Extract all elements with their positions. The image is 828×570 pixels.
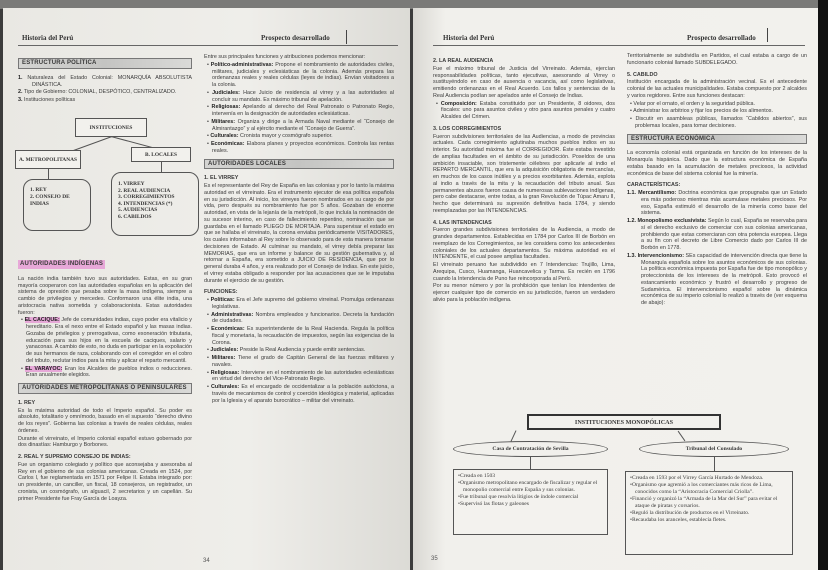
bullet-item	[204, 119, 394, 133]
bullet-item	[204, 141, 394, 155]
bullet-text: Nombra empleados y funcionarios. Decreta la fundación de ciudades.	[212, 311, 394, 325]
bullet-label: Religiosas:	[211, 104, 241, 111]
connector	[48, 169, 49, 179]
item-text: Instituciones políticas	[24, 97, 76, 103]
bullet-label: Composición:	[440, 100, 477, 107]
paragraph: Es la máxima autoridad de todo el Imperio español. Su poder es absoluto, totalitario y omnímodo, basado en el supuesto “derecho divino de los reyes”. Gobierna las colonias a través de reales cédulas, reales órdenes.	[18, 407, 192, 434]
subsection-title: 2. LA REAL AUDIENCIA	[433, 58, 494, 64]
subsection-title: 4. LAS INTENDENCIAS	[433, 219, 492, 226]
bullet-label: Militares:	[211, 118, 236, 125]
list-item: • Fue tribunal que resolvía litigios de índole comercial	[458, 494, 603, 501]
paragraph: Institución encargada de la administración vecinal. Es el antecedente colonial de las actuales municipalidades. Estaba compuesto por 2 alcaldes y varios regidores. Entre sus funciones destacan:	[627, 79, 807, 99]
paragraph: Por su menor número y por la prohibición que tenían los intendentes de ejercer cualquier tipo de comercio en su jurisdicción, fueron un verdadero alivio para la población indígena.	[433, 283, 615, 303]
bullet-text: Elabora planes y proyectos económicos. Controla las rentas reales.	[212, 141, 394, 154]
bullet-item	[204, 370, 394, 384]
bullet-label: Judiciales:	[212, 89, 240, 96]
left-page-right-column	[204, 54, 394, 405]
item-number: 1.1.	[627, 190, 636, 196]
bullet-text: Jefe de comunidades indias, cuyo poder era vitalicio y hereditario. Era el nexo entre el Estado español y las masas indias. Gozaba de privilegios y prerrogativas, como exoneración tributaria, educación para sus hijos en la escuela de caciques, salario y yanaconas. A cambio de esto, no duda en participar en la expoliación de sus hermanos de raza, colaborando con el corregidor en el cobro del tributo, reclutar indios para la mita y aplicar el reparto mercantil.	[26, 317, 192, 364]
paragraph: Fueron grandes subdivisiones territoriales de la Audiencia, a modo de grandes departamentos. Establecidas en 1784 por Carlos III de Borbón en reemplazo de los Corregimientos, se les considera como los antecedentes coloniales de los actuales departamentos. Su máxima autoridad es el INTENDENTE, el cual posee amplias facultades.	[433, 227, 615, 261]
list-item: 2. CONSEJO DE INDIAS	[30, 194, 70, 207]
paragraph: Fue el máximo tribunal de Justicia del Virreinato. Además, ejercían responsabilidades políticas, tanto ejecutivas, asesorando al Virrey o sustituyéndolo en caso de ausencia o vacancia, así como legislativas, emitiendo ordenanzas en el Real Acuerdo. Los fallos y sentencias de la Real Audiencia podían ser apelados ante el Consejo de Indias.	[433, 65, 615, 99]
section-heading-wrapper	[18, 256, 192, 275]
bullet-label: Militares:	[211, 355, 236, 361]
list-item: 5. AUDIENCIAS	[118, 207, 158, 214]
right-page	[413, 8, 818, 570]
bullet-item	[204, 297, 394, 311]
item-text: Naturaleza del Estado Colonial: MONARQUÍA ABSOLUTISTA DINÁSTICA.	[27, 74, 193, 88]
numbered-item	[627, 190, 807, 217]
header-rule	[18, 45, 398, 46]
list-item: • Reguló la distribución de productos en el Virreinato.	[630, 510, 788, 517]
page-number: 35	[431, 556, 438, 562]
list-item: • Recaudaba los aranceles, establecía fletes.	[630, 517, 788, 524]
left-column-bottom	[18, 256, 192, 503]
bullet-text: Es superintendente de la Real Hacienda. Regula la política fiscal y monetaria, la recaudación de impuestos, según las exigencias de la Corona.	[212, 326, 394, 346]
numbered-item	[18, 89, 192, 96]
subsection-title: 1. EL VIRREY	[204, 175, 239, 182]
diagram-title: INSTITUCIONES MONOPÓLICAS	[527, 414, 721, 430]
bullet-item	[204, 355, 394, 369]
left-column-top	[18, 54, 192, 105]
list-item: • Creada en 1503	[458, 473, 603, 480]
list-item: 1. REY	[30, 187, 47, 193]
bullet-text: Estaba constituido por un Presidente, 8 oidores, dos fiscales: uno para asuntos civiles y otro para asuntos penales y cuatro Alcaldes del Crimen.	[441, 100, 615, 120]
list-item: 6. CABILDOS	[118, 213, 152, 220]
header-divider	[346, 30, 347, 44]
bullet-text: Preside la Real Audiencia y puede emitir sentencias.	[238, 347, 366, 354]
casa-contratacion-node: Casa de Contratación de Sevilla	[453, 441, 608, 457]
bullet-item	[18, 366, 192, 380]
bullet-text: Cronista mayor y cosmógrafo superior.	[238, 133, 333, 140]
bullet-label: Económicas:	[211, 326, 245, 332]
paragraph: Es el representante del Rey de España en las colonias y por lo tanto la máxima autoridad en el virreinato. Era el instrumento ejecutor de esa política española en su jurisdicción. Al inicio, los virreyes fueron nombrados en su cargo de por vida, pero después su nombramiento fue por 5 años. Gozaban de enorme autoridad, en vista de la lejanía de la metrópoli, lo que incluía la nominación de su sucesor interino, en caso de fallecimiento repentino, nominación que se guardaba en el llamado PLIEGO DE MORTAJA. Para supervisar el estado en que se hallaba el virreinato, la corona enviaba periódicamente VISITADORES, los cuales informaban al Rey sobre lo observado para de esta manera tomarse decisiones de Estado. Al culminar su mandato, el virrey debía preparar las MEMORIAS, que era un informe y balance de su gestión gubernativa y, al retornar a España, era sometido a JUICIO DE RESIDENCIA, que por lo general duraba 4 años, y era realizado por el Consejo de Indias. En este juicio, el virrey estaba obligado a responder por las acusaciones que se le imputaba durante el ejercicio de su gestión.	[204, 183, 394, 284]
paragraph: Durante el virreinato, el Imperio colonial español estuvo gobernado por dos dinastías: Hamburgo y Borbones.	[18, 435, 192, 449]
locales-node: B. LOCALES	[131, 147, 191, 162]
right-page-right-column	[627, 53, 807, 308]
bullet-item	[627, 101, 807, 108]
bullet-item	[627, 116, 807, 130]
metropolitanas-node: A. METROPOLITANAS	[15, 150, 81, 169]
bullet-text: Administrar los arbitrios y fijar los precios de los alimentos.	[633, 108, 774, 115]
section-title: Prospecto desarrollado	[687, 34, 756, 42]
numbered-item	[627, 253, 807, 307]
bullet-item	[204, 62, 394, 89]
bullet-item	[204, 326, 394, 346]
list-item: 1. VIRREY	[118, 181, 145, 187]
bullet-text: Apelando al derecho del Real Patronato o Patronato Regio, intervenía en la designación de autoridades eclesiásticas.	[212, 104, 394, 117]
tribunal-consulado-list	[625, 471, 793, 555]
item-text: Según lo cual, España se reservaba para sí el derecho exclusivo de comerciar con sus colonias americanas, prohibiendo que estas comerciaran con otra potencia europea. Llega a su fin con el decreto de Libre Comercio dado por Carlos III de Borbón en 1778.	[641, 218, 808, 251]
subsection-title: 3. LOS CORREGIMIENTOS	[433, 125, 502, 132]
metropolitanas-list	[23, 179, 91, 231]
connector	[161, 162, 162, 172]
section-heading: ESTRUCTURA POLÍTICA	[18, 58, 192, 69]
item-label: Monopolismo exclusivista:	[637, 218, 707, 224]
bullet-label: EL VARAYOC:	[25, 365, 63, 372]
bullet-text: Interviene en el nombramiento de las autoridades eclesiásticas en virtud del derecho del Vice-Patronato Regio.	[212, 369, 394, 383]
paragraph: Fue un organismo colegiado y político que aconsejaba y asesoraba al Rey en el gobierno de sus colonias americanas. Creada en 1524, por Carlos I, fue reglamentada en 1571 por Felipe II. Estaba integrado por: un presidente, un canciller, un fiscal, 18 consejeros, un registrador, un cronista, un cosmógrafo, un alguacil, 2 secretarios y un capellán. Su primer Presidente fue Fray García de Loayza.	[18, 461, 192, 502]
list-item: • Organismo metropolitano encargado de fiscalizar y regular el monopolio comercial entre España y sus colonias.	[458, 480, 603, 494]
subsection-title: FUNCIONES:	[204, 289, 238, 296]
item-text: Tipo de Gobierno: COLONIAL, DESPÓTICO, CENTRALIZADO.	[23, 89, 177, 96]
bullet-item	[433, 101, 615, 121]
bullet-label: Administrativas:	[211, 311, 254, 318]
paragraph: Fueron subdivisiones territoriales de las Audiencias, a modo de provincias actuales. Cada corregimiento aglutinaba muchos pueblos indios en su interior. Su autoridad máxima fue el CORREGIDOR. Éste estaba investido de amplias facultades en el ámbito de su jurisdicción. Poseídos de una ambición insaciable, son tristemente célebres por aplicarle al indio el REPARTO MERCANTIL, que era la adquisición obligatoria de mercancías, en muchos de los casos inútiles y a precios exorbitantes. Además, explota al indio a través de la mita y la recaudación del tributo anual. Sus permanentes abusos fueron causa de numerosas sublevaciones indígenas, pero cabe destacarse, entre todas, a la gran Revolución de Túpac Amaru II, hecho que determinará su supresión definitiva hacia 1784, y siendo reemplazadas por las INTENDENCIAS.	[433, 133, 615, 214]
bullet-item	[204, 312, 394, 326]
section-heading: AUTORIDADES METROPOLITANAS O PENINSULARES	[18, 383, 192, 394]
section-heading: AUTORIDADES LOCALES	[204, 159, 394, 170]
item-label: Mercantilismo:	[638, 190, 677, 196]
bullet-label: Políticas:	[210, 297, 235, 303]
list-item: • Financió y organizó la “Armada de la Mar del Sur” para evitar el ataque de piratas y corsarios.	[630, 496, 788, 510]
paragraph: La nación india también tuvo sus autoridades. Estas, en su gran mayoría cooperaron con las autoridades españolas en la aplicación del sistema de opresión que pesaba sobre la masa indígena, siempre a cambio de privilegios y mercedes. Conformaron una élite india, una aristocracia nativa sometida y colaboracionista. Estas autoridades fueron:	[18, 275, 192, 316]
bullet-text: Organiza y dirige a la Armada Naval mediante el “Consejo de Almirantazgo” y al ejército mediante el “Consejo de Guerra”.	[212, 118, 394, 132]
connector	[511, 430, 517, 441]
tribunal-consulado-node: Tribunal del Consulado	[639, 441, 789, 457]
paragraph: Territorialmente se subdividía en Partidos, el cual estaba a cargo de un funcionario colonial llamado SUBDELEGADO.	[627, 53, 807, 66]
list-item: • Creada en 1593 por el Virrey García Hurtado de Mendoza.	[630, 475, 788, 482]
list-item: 4. INTENDENCIAS (*)	[118, 200, 173, 207]
item-number: 1.2.	[627, 218, 636, 224]
bullet-label: Culturales:	[211, 384, 240, 390]
item-number: 3.	[18, 97, 23, 103]
list-item: • Supervisó las flotas y galeones	[458, 501, 603, 508]
header-rule	[433, 45, 805, 46]
casa-contratacion-list	[453, 469, 608, 535]
connector	[530, 457, 531, 469]
bullet-item	[18, 317, 192, 364]
paragraph: Entre sus principales funciones y atribuciones podemos mencionar:	[204, 54, 366, 60]
bullet-item	[204, 90, 394, 104]
bullet-label: Culturales:	[210, 133, 239, 140]
bullet-item	[204, 347, 394, 354]
item-number: 1.3.	[627, 252, 636, 259]
bullet-item	[204, 133, 394, 140]
bullet-label: Político-administrativas:	[210, 61, 274, 68]
item-label: Intervencionismo:	[637, 252, 684, 259]
section-heading: ESTRUCTURA ECONÓMICA	[627, 134, 807, 145]
bullet-text: Hace Juicio de residencia al virrey y a las autoridades al concluir su mandato. Es máximo tribunal de apelación.	[212, 89, 395, 103]
item-number: 2.	[18, 89, 23, 96]
item-number: 1.	[18, 74, 23, 81]
book-title: Historia del Perú	[443, 34, 495, 42]
bullet-text: Era el Jefe supremo del gobierno virreinal. Promulga ordenanzas legislativas.	[212, 297, 395, 310]
locales-list	[111, 172, 199, 236]
item-text: Doctrina económica que propugnaba que un Estado era más poderoso mientras más acumulase metales preciosos. Por eso, España estimuló el desarrollo de la minería como base del sistema.	[641, 190, 808, 217]
bullet-text: Discutir en asambleas públicas, llamados “Cabildos abiertos”, sus problemas locales, para tomar decisiones.	[635, 116, 807, 129]
bullet-text: Eran los Alcaldes de pueblos indios o reducciones. Eran anualmente elegidos.	[26, 365, 192, 379]
section-title: Prospecto desarrollado	[261, 34, 330, 42]
connector	[678, 431, 686, 441]
bullet-label: Religiosas:	[210, 369, 240, 376]
paragraph: El virreinato peruano fue subdividido en 7 Intendencias: Trujillo, Lima, Arequipa, Cusco, Huamanga, Huancavelica y Tarma. Es recién en 1796 cuando la Intendencia de Puno fue reincorporada al Perú.	[433, 262, 615, 282]
page-number: 34	[203, 558, 210, 564]
bullet-item	[627, 108, 807, 115]
bullet-label: Económicas:	[210, 141, 245, 147]
bullet-label: Judiciales:	[210, 347, 239, 354]
header-divider	[767, 28, 768, 42]
bullet-item	[204, 104, 394, 118]
bullet-label: EL CACIQUE:	[24, 317, 60, 324]
list-item: 3. CORREGIMIENTOS	[118, 194, 175, 201]
numbered-item	[18, 75, 192, 89]
bullet-text: Tiene el grado de Capitán General de las fuerzas militares y navales.	[212, 355, 394, 368]
right-page-left-column	[433, 53, 615, 305]
list-item: 2. REAL AUDIENCIA	[118, 187, 171, 194]
subsection-title: 1. REY	[18, 399, 36, 406]
left-page	[3, 8, 410, 570]
item-text: SEs capacidad de intervención directa que tiene la Monarquía española sobre los asuntos económicos de sus colonias. La política económica impuesta por España fue de tipo monopólico y proteccionista de los intereses de la metrópoli. Esto provocó el estancamiento económico y frustró el desarrollo y progreso de Sudamérica. El intervencionismo español sobre la dinámica económica de su imperio colonial lo realizó a través de (ver esquema de abajo):	[641, 252, 807, 306]
section-heading: AUTORIDADES INDÍGENAS	[20, 261, 104, 267]
list-item: • Organismo que agremió a los comerciantes más ricos de Lima, conocidos como la “Aristocracia Comercial Criolla”.	[630, 482, 788, 496]
bullet-text: Es el encargado de occidentalizar a la población autóctona, a través de mecanismos de control y coerción ideológica y material, aplicadas por la Iglesia y el aparato burocrático – militar del virreinato.	[212, 384, 394, 404]
bullet-item	[204, 384, 394, 404]
book-title: Historia del Perú	[22, 34, 74, 42]
subsection-title: CARACTERÍSTICAS:	[627, 182, 681, 189]
paragraph: La economía colonial está organizada en función de los intereses de la Monarquía hispánica. Dado que la estructura económica de España estaba basado en la acumulación de metales preciosos, la actividad económica de base del sistema colonial fue la minería.	[627, 150, 807, 177]
bullet-text: Velar por el ornato, el orden y la seguridad pública.	[633, 100, 756, 107]
subsection-title: 5. CABILDO	[627, 71, 658, 78]
numbered-item	[18, 97, 192, 104]
connector	[714, 457, 715, 471]
numbered-item	[627, 218, 807, 252]
book-edge	[818, 0, 828, 570]
root-node: INSTITUCIONES	[75, 118, 147, 137]
bullet-text: Propone el nombramiento de autoridades civiles, militares, judiciales y eclesiásticas de la colonia. Además prepara las ordenanzas reales y reales cédulas (leyes de indias). Envían visitadores a la colonia.	[212, 61, 394, 88]
subsection-title: 2. REAL Y SUPREMO CONSEJO DE INDIAS:	[18, 454, 131, 460]
